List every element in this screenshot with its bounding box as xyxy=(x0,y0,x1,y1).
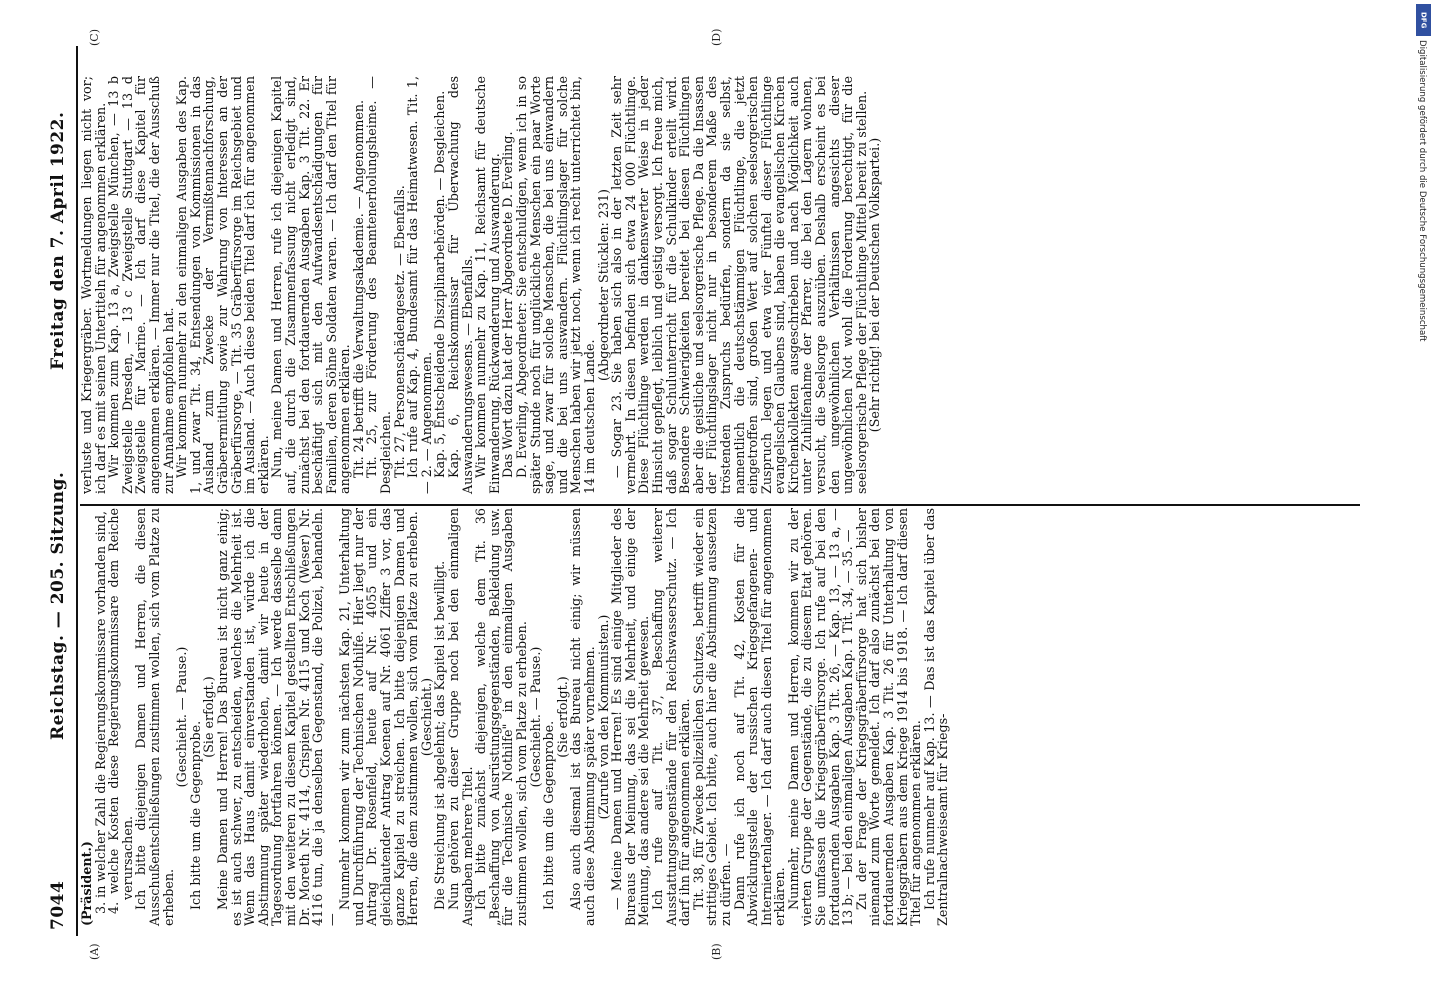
page-number: 7044 xyxy=(48,880,68,930)
margin-marker-d: (D) xyxy=(710,28,723,46)
paragraph: Ich rufe nunmehr auf Kap. 13. — Das ist das Kapitel über das Zentralnachweiseamt für Kriegs- xyxy=(921,508,951,926)
margin-marker-c: (C) xyxy=(88,29,101,46)
paragraph: Kap. 6, Reichskommissar für Überwachung des Auswanderungswesens. — Ebenfalls. xyxy=(446,76,475,494)
paragraph: Kap. 5, Entscheidende Disziplinarbehörden. — Desgleichen. xyxy=(432,90,448,478)
stage-direction: (Sie erfolgt.) xyxy=(201,676,217,758)
paragraph: Ich bitte um die Gegenprobe. xyxy=(541,720,557,910)
page-header xyxy=(48,30,78,930)
paragraph: Wir kommen nunmehr zu Kap. 11, Reichsamt für deutsche Einwanderung, Rückwanderung und Auswanderung. xyxy=(473,76,502,494)
paragraph: D. Everling, Abgeordneter: Sie entschuldigen, wenn ich in so später Stunde noch für unglückliche Menschen ein paar Worte sage, und zwar für solche Menschen, die bei uns einwandern und die bei uns auswandern. Flüchtlingslager für solche Menschen haben wir jetzt noch, wenn ich recht unterrichtet bin, 14 im deutschen Lande. xyxy=(514,76,597,494)
margin-marker-a: (A) xyxy=(88,943,101,960)
margin-marker-b: (B) xyxy=(710,943,723,960)
paragraph: Ich bitte diejenigen Damen und Herren, die diesen Ausschußentschließungen zustimmen wollen, sich vom Platze zu erheben. xyxy=(133,508,176,926)
paragraph: 3. in welcher Zahl die Regierungskommissare vorhanden sind, xyxy=(92,510,108,914)
stage-direction: (Geschieht. — Pause.) xyxy=(174,646,190,788)
paragraph: Zu der Frage der Kriegsgräberfürsorge hat sich bisher niemand zum Worte gemeldet. Ich darf also zunächst bei den fortdauernden Ausgaben Kap. 3 Tit. 26 für Unterhaltung von Kriegsgräbern aus dem Kriege 1914 bis 1918. — Ich darf diesen Titel für angenommen erklären. xyxy=(853,508,924,926)
right-column xyxy=(80,76,882,494)
dfg-logo: DFG xyxy=(1416,4,1431,36)
stage-direction: (Abgeordneter Stücklen: 231) xyxy=(595,188,611,382)
column-divider xyxy=(80,505,1360,507)
paragraph: Tit. 25, zur Förderung des Beamtenerholungsheime. — Desgleichen. xyxy=(364,76,394,494)
paragraph: Nun, meine Damen und Herren, rufe ich diejenigen Kapitel auf, die durch die Zusammenfassung nicht erledigt sind, zunächst bei den fortdauernden Ausgaben Kap. 3 Tit. 22. Er beschäftigt sich mit den Aufwandsentschädigungen für Familien, deren Söhne Soldaten waren. — Ich darf den Titel für angenommen erklären. xyxy=(269,76,353,494)
paragraph: Das Wort dazu hat der Herr Abgeordnete D. Everling. xyxy=(500,131,516,478)
paragraph: Nunmehr, meine Damen und Herren, kommen wir zu der vierten Gruppe der Gegenstände, die zu diesem Etat gehören. Sie umfassen die Kriegsgräberfürsorge. Ich rufe auf bei den fortdauernden Ausgaben Kap. 3 Tit. 26, — Kap. 13, — 13 a, — 13 b; — bei den einmaligen Ausgaben Kap. 1 Tit. 34, — 35. — xyxy=(785,508,856,926)
paragraph: 4. welche Kosten diese Regierungskommissare dem Reiche verursachen. xyxy=(106,508,135,914)
paragraph: Wir kommen zum Kap. 13 a, Zweigstelle München, — 13 b Zweigstelle Dresden, — 13 c Zweigstelle Stuttgart — 13 d Zweigstelle für Marine. — Ich darf diese Kapitel für angenommen erklären. — Immer nur die Titel, die der Ausschuß zur Annahme empfohlen hat. xyxy=(106,76,176,494)
stage-direction: (Sehr richtig! bei der Deutschen Volkspartei.) xyxy=(867,137,883,433)
left-column xyxy=(80,508,950,926)
digitization-credit-strip xyxy=(1414,0,1434,1000)
paragraph: Nunmehr kommen wir zum nächsten Kap. 21, Unterhaltung und Durchführung der Technischen Nothilfe. Hier liegt nur der Antrag Dr. Rosenfeld, heute auf Nr. 4055 und ein gleichlautender Antrag Koenen auf Nr. 4061 Ziffer 3 vor, das ganze Kapitel zu streichen. Ich bitte diejenigen Damen und Herren, die dem zustimmen wollen, sich vom Platze zu erheben. xyxy=(337,508,421,926)
paragraph: Tit. 24 betrifft die Verwaltungsakademie. — Angenommen. xyxy=(350,99,366,478)
header-rule xyxy=(76,46,78,936)
stage-direction: (Geschieht.) xyxy=(418,677,434,757)
paragraph: Meine Damen und Herren! Das Bureau ist nicht ganz einig; es ist auch schwer, zu entscheiden, welches die Mehrheit ist. Wenn das Haus damit einverstanden ist, würde ich die Abstimmung später wiederholen, damit wir heute in der Tagesordnung fortfahren können. — Ich werde dasselbe dann mit den weiteren zu diesem Kapitel gestellten Entschließungen Dr. Moreth Nr. 4114, Crispien Nr. 4115 und Koch (Weser) Nr. 4116 tun, die ja denselben Gegenstand, die Polizei, behandeln. — xyxy=(214,508,339,926)
paragraph: Dann rufe ich noch auf Tit. 42, Kosten für die Abwicklungsstelle der russischen Kriegsgefangenen- und Interniertenlager. — Ich darf auch diesen Titel für angenommen erklären. xyxy=(731,508,788,926)
stage-direction: (Sie erfolgt.) xyxy=(554,676,570,758)
paragraph: Die Streichung ist abgelehnt; das Kapitel ist bewilligt. xyxy=(432,560,448,910)
paragraph: Also auch diesmal ist das Bureau nicht einig; wir müssen auch diese Abstimmung später vornehmen. xyxy=(568,508,597,926)
speaker-label: (Präsident.) xyxy=(79,841,94,926)
stage-direction: (Zurufe von den Kommunisten.) xyxy=(595,614,611,820)
paragraph: — Sogar 23. Sie haben sich also in der letzten Zeit sehr vermehrt. In diesen befinden sich etwa 24 000 Flüchtlinge. Diese Flüchtlinge werden in dankenswerter Weise in jeder Hinsicht gepflegt, leiblich und geistig versorgt. Ich freue mich, daß sogar Schulunterricht für die Schulkinder erteilt wird. Besondere Schwierigkeiten bereitet bei diesen Flüchtlingen aber die geistliche und seelsorgerische Pflege. Da die Insassen der Flüchtlingslager nicht nur in besonderem Maße des tröstenden Zuspruchs bedürfen, sondern da sie selbst, namentlich die deutschstämmigen Flüchtlinge, die jetzt eingetroffen sind, großen Wert auf solchen seelsorgerischen Zuspruch legen und etwa vier Fünftel dieser Flüchtlinge evangelischen Glaubens sind, haben die evangelischen Kirchen Kirchenkollekten ausgeschrieben und nach Möglichkeit auch unter Zuhilfenahme der Pfarrer, die bei den Lagern wohnen, versucht, die Seelsorge auszuüben. Deshalb erscheint es bei den ungewöhnlichen Verhältnissen angesichts dieser ungewöhnlichen Not wohl die Forderung berechtigt, für die seelsorgerische Pflege der Flüchtlinge Mittel bereit zu stellen. xyxy=(609,76,869,494)
session-date: Freitag den 7. April 1922. xyxy=(48,111,68,370)
paragraph: Nun gehören zu dieser Gruppe noch bei den einmaligen Ausgaben mehrere Titel. xyxy=(446,508,475,926)
digitization-credit: Digitalisierung gefördert durch die Deutsche Forschungsgemeinschaft xyxy=(1417,40,1427,342)
paragraph: Wir kommen nunmehr zu den einmaligen Ausgaben des Kap. 1, und zwar Tit. 34, Entsendungen von Kommissionen in das Ausland zum Zwecke der Vermißtennachforschung, Gräberermittlung sowie zur Wahrung von Interessen an der Gräberfürsorge, — Tit. 35 Gräberfürsorge im Reichsgebiet und im Ausland. — Auch diese beiden Titel darf ich für angenommen erklären. xyxy=(174,76,271,494)
paragraph: Tit. 27, Personenschädengesetz. — Ebenfalls. xyxy=(391,185,407,478)
session-title: Reichstag. — 205. Sitzung. xyxy=(48,471,68,740)
paragraph: Ich bitte um die Gegenprobe. xyxy=(187,720,203,910)
paragraph: Ich rufe auf Tit. 37, Beschaffung weiterer Ausstattungsgegenstände für den Reichswasserschutz. — Ich darf ihn für angenommen erklären. xyxy=(649,508,693,926)
paragraph: verluste und Kriegergräber. Wortmeldungen liegen nicht vor; ich darf es mit seinen Untertiteln für angenommen erklären. xyxy=(79,76,108,494)
paragraph: Ich rufe auf Kap. 4, Bundesamt für das Heimatwesen. Tit. 1, — 2. — Angenommen. xyxy=(405,76,434,494)
paragraph: Ich bitte zunächst diejenigen, welche dem Tit. 36 „Beschaffung von Ausrüstungsgegenständen, Bekleidung usw. für die Technische Nothilfe" in den einmaligen Ausgaben zustimmen wollen, sich vom Platze zu erheben. xyxy=(473,508,529,926)
paragraph: Tit. 38, für Zwecke polizeilichen Schutzes, betrifft wieder ein strittiges Gebiet. Ich bitte, auch hier die Abstimmung aussetzen zu dürfen. — xyxy=(690,508,733,926)
paragraph: — Meine Damen und Herren! Es sind einige Mitglieder des Bureaus der Meinung, das sei die Mehrheit, und einige der Meinung, das andere sei die Mehrheit gewesen. xyxy=(609,508,652,926)
stage-direction: (Geschieht. — Pause.) xyxy=(527,646,543,788)
